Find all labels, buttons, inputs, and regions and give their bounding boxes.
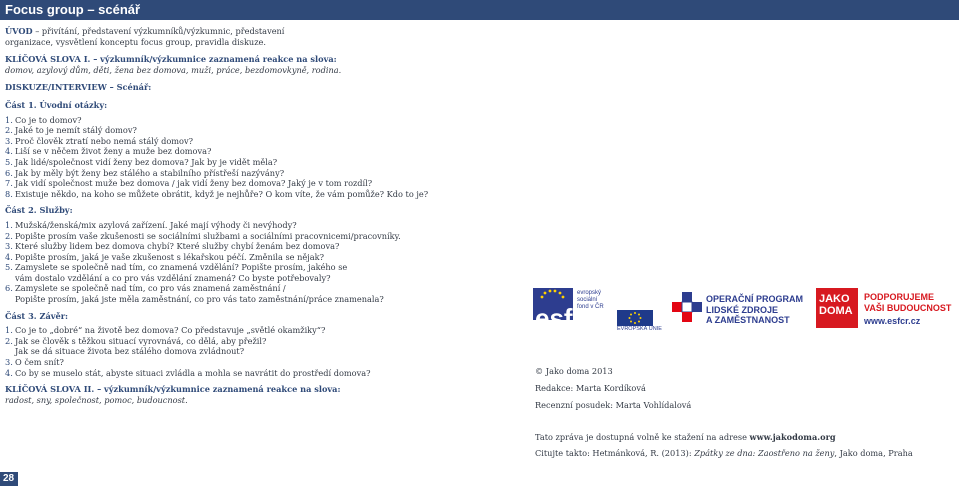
redakce: Redakce: Marta Kordíková (535, 383, 646, 393)
list-item (5, 231, 510, 242)
item-number: 4. (5, 251, 13, 262)
citation-title: Zpátky ze dna: Zaostřeno na ženy (694, 448, 835, 458)
list-item (5, 220, 510, 231)
list-item (5, 262, 510, 273)
uvod-line-2: organizace, vysvětlení konceptu focus group, pravidla diskuze. (5, 36, 266, 47)
list-item (5, 325, 510, 336)
list-item (5, 368, 510, 379)
item-number: 5. (5, 156, 13, 167)
item-text: Co by se muselo stát, abyste situaci zvládla a mohla se navrátit do prostředí domova? (15, 367, 371, 378)
part2-list (5, 220, 510, 305)
list-item (5, 136, 510, 147)
copyright: © Jako doma 2013 (535, 366, 613, 376)
item-number (5, 294, 15, 305)
list-item (5, 252, 510, 263)
item-text: Mužská/ženská/mix azylová zařízení. Jaké mají výhody či nevýhody? (15, 219, 297, 230)
esf-logo (533, 288, 663, 334)
item-text: Jak vidí společnost muže bez domova / jak vidí ženy bez domova? Jaký je v tom rozdíl? (15, 178, 373, 189)
item-number: 1. (5, 325, 13, 336)
list-item (5, 125, 510, 136)
list-item (5, 157, 510, 168)
op-text (706, 294, 803, 326)
keywords-2-label: KLÍČOVÁ SLOVA II. – výzkumník/výzkumnice zaznamená reakce na slova: (5, 384, 341, 395)
item-text: Které služby lidem bez domova chybí? Které služby chybí ženám bez domova? (15, 241, 340, 252)
diskuze-heading: DISKUZE/INTERVIEW – Scénář: (5, 82, 152, 93)
citation-suffix: , Jako doma, Praha (834, 448, 913, 458)
uvod-label: ÚVOD (5, 26, 33, 36)
list-item (5, 283, 510, 294)
item-text: Popište prosím, jaká jste měla zaměstnání, co pro vás tato zaměstnání/práce znamenala? (15, 294, 384, 305)
item-number: 6. (5, 167, 13, 178)
keywords-1-words: domov, azylový dům, děti, žena bez domova, muži, práce, bezdomovkyně, rodina. (5, 64, 342, 75)
item-text: O čem snít? (15, 357, 64, 368)
item-number: 6. (5, 283, 13, 294)
jako-doma-logo (816, 288, 956, 334)
uvod-line (5, 26, 510, 37)
item-text: Co je to „dobré“ na životě bez domova? Co představuje „světlé okamžiky“? (15, 325, 326, 336)
esf-subtitle (577, 290, 604, 311)
support-line-2: VAŠI BUDOUCNOST (864, 303, 952, 313)
jd-line-2: DOMA (819, 305, 853, 317)
list-item (5, 273, 510, 284)
jd-line-1: JAKO (819, 293, 850, 305)
item-text: Proč člověk ztratí nebo nemá stálý domov? (15, 135, 193, 146)
eu-flag-icon (617, 310, 653, 326)
item-number: 2. (5, 335, 13, 346)
op-mark-icon (672, 292, 702, 322)
main-column (5, 26, 510, 412)
download-note (535, 432, 836, 443)
page-number: 28 (3, 473, 15, 484)
citation (535, 448, 913, 459)
item-text: Jak se dá situace života bez stálého domova zvládnout? (15, 346, 245, 357)
support-text (864, 292, 951, 314)
op-line-3: A ZAMĚSTNANOST (706, 315, 790, 325)
item-text: Jak se člověk s těžkou situací vyrovnává, co dělá, aby přežil? (15, 335, 267, 346)
item-text: Co je to domov? (15, 114, 82, 125)
intro-block (5, 26, 510, 47)
list-item (5, 115, 510, 126)
item-text: vám dostalo vzdělání a co pro vás vzdělání znamená? Co byste potřebovaly? (15, 272, 331, 283)
op-logo (672, 288, 812, 334)
item-text: Zamyslete se společně nad tím, co pro vás znamená zaměstnání / (15, 283, 286, 294)
esf-sub-3: fond v ČR (577, 304, 604, 310)
keywords-1-block (5, 54, 510, 75)
list-item (5, 357, 510, 368)
item-number: 4. (5, 146, 13, 157)
item-number: 3. (5, 241, 13, 252)
item-number: 4. (5, 367, 13, 378)
citation-prefix: Citujte takto: Hetmánková, R. (2013): (535, 448, 695, 458)
item-text: Existuje někdo, na koho se můžete obrátit, když je nejhůře? O kom víte, že vám pomůže? Kdo to je? (15, 188, 429, 199)
list-item (5, 294, 510, 305)
eu-stars-icon (617, 310, 653, 326)
jako-doma-box (816, 288, 858, 328)
download-url[interactable]: www.jakodoma.org (749, 432, 836, 442)
page-number-badge (0, 472, 18, 486)
item-number: 1. (5, 114, 13, 125)
list-item (5, 178, 510, 189)
item-text: Zamyslete se společně nad tím, co znamená vzdělání? Popište prosím, jakého se (15, 262, 348, 273)
eu-label: EVROPSKÁ UNIE (617, 326, 662, 332)
list-item (5, 241, 510, 252)
support-line-1: PODPORUJEME (864, 292, 935, 302)
jako-doma-text (819, 293, 853, 317)
part3-list (5, 325, 510, 378)
keywords-2-words: radost, sny, společnost, pomoc, budoucnost. (5, 394, 188, 405)
esf-sub-2: sociální (577, 297, 598, 303)
item-text: Popište prosím, jaká je vaše zkušenost s lékařskou péčí. Změnila se nějak? (15, 251, 324, 262)
list-item (5, 168, 510, 179)
esf-wordmark: esf (535, 303, 573, 333)
item-number (5, 346, 15, 357)
download-prefix: Tato zpráva je dostupná volně ke stažení na adrese (535, 432, 750, 442)
item-number (5, 273, 15, 284)
item-number: 7. (5, 178, 13, 189)
esf-flag-icon (533, 288, 573, 333)
part3-title: Část 3. Závěr: (5, 310, 69, 321)
esfcr-url: www.esfcr.cz (864, 316, 921, 326)
item-text: Liší se v něčem život ženy a muže bez domova? (15, 146, 212, 157)
list-item (5, 336, 510, 347)
list-item (5, 189, 510, 200)
page-title: Focus group – scénář (5, 2, 141, 17)
item-text: Jak by měly být ženy bez stálého a stabilního přístřeší nazývány? (15, 167, 285, 178)
op-line-1: OPERAČNÍ PROGRAM (706, 294, 804, 304)
part1-title: Část 1. Úvodní otázky: (5, 99, 108, 110)
op-line-2: LIDSKÉ ZDROJE (706, 304, 779, 315)
item-number: 3. (5, 357, 13, 368)
header-bar (0, 0, 959, 20)
esf-sub-1: evropský (577, 290, 602, 296)
item-text: Popište prosím vaše zkušenosti se sociálními službami a sociálními pracovnicemi/pracovníky. (15, 230, 401, 241)
keywords-2-block (5, 384, 510, 405)
part1-list (5, 115, 510, 200)
part2-title: Část 2. Služby: (5, 205, 73, 216)
keywords-1-label: KLÍČOVÁ SLOVA I. – výzkumník/výzkumnice zaznamená reakce na slova: (5, 54, 337, 65)
item-number: 2. (5, 230, 13, 241)
item-number: 8. (5, 188, 13, 199)
item-number: 1. (5, 219, 13, 230)
list-item (5, 346, 510, 357)
posudek: Recenzní posudek: Marta Vohlídalová (535, 400, 692, 410)
uvod-text: – přivítání, představení výzkumníků/výzkumnic, představení (32, 26, 285, 36)
item-number: 3. (5, 135, 13, 146)
item-number: 5. (5, 262, 13, 273)
item-text: Jaké to je nemít stálý domov? (15, 125, 137, 136)
item-text: Jak lidé/společnost vidí ženy bez domova? Jak by je vidět měla? (15, 156, 278, 167)
item-number: 2. (5, 125, 13, 136)
list-item (5, 146, 510, 157)
